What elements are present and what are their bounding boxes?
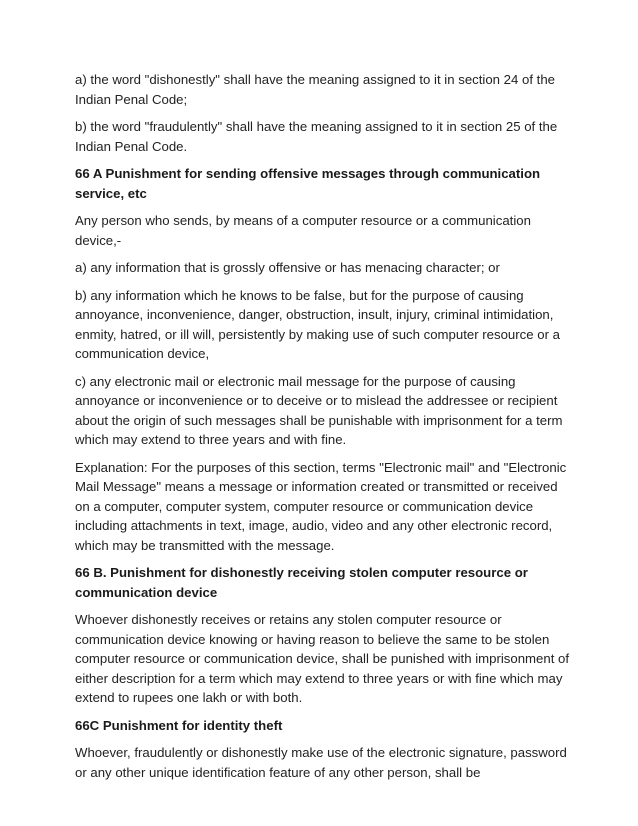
document-page	[75, 70, 575, 790]
paragraph-66a-clause-a: a) any information that is grossly offensive or has menacing character; or	[75, 260, 500, 275]
section-heading-66a: 66 A Punishment for sending offensive messages through communication service, etc	[75, 166, 541, 201]
paragraph-66a-clause-b: b) any information which he knows to be false, but for the purpose of causing annoyance, inconvenience, danger, obstruction, insult, injury, criminal intimidation, enmity, hatred, or ill will, persistently by making use of such computer resource or a communication device,	[75, 287, 560, 361]
section-heading-66b: 66 B. Punishment for dishonestly receiving stolen computer resource or communication device	[75, 565, 528, 600]
section-heading-66c: 66C Punishment for identity theft	[75, 717, 283, 733]
paragraph-66a-explanation: Explanation: For the purposes of this section, terms "Electronic mail" and "Electronic Mail Message" means a message or information created or transmitted or received on a computer, computer system, computer resource or communication device including attachments in text, image, audio, video and any other electronic record, which may be transmitted with the message.	[75, 459, 567, 553]
paragraph-dishonestly-definition: a) the word "dishonestly" shall have the meaning assigned to it in section 24 of the Indian Penal Code;	[75, 72, 556, 107]
paragraph-66a-intro: Any person who sends, by means of a computer resource or a communication device,-	[75, 213, 531, 248]
paragraph-66b-body: Whoever dishonestly receives or retains any stolen computer resource or communication device knowing or having reason to believe the same to be stolen computer resource or communication device, shall be punished with imprisonment of either description for a term which may extend to three years or with fine which may extend to rupees one lakh or with both.	[75, 612, 570, 705]
paragraph-fraudulently-definition: b) the word "fraudulently" shall have the meaning assigned to it in section 25 of the Indian Penal Code.	[75, 119, 558, 154]
paragraph-66c-body: Whoever, fraudulently or dishonestly make use of the electronic signature, password or any other unique identification feature of any other person, shall be	[75, 745, 567, 780]
paragraph-66a-clause-c: c) any electronic mail or electronic mail message for the purpose of causing annoyance or inconvenience or to deceive or to mislead the addressee or recipient about the origin of such messages shall be punishable with imprisonment for a term which may extend to three years and with fine.	[75, 373, 563, 447]
